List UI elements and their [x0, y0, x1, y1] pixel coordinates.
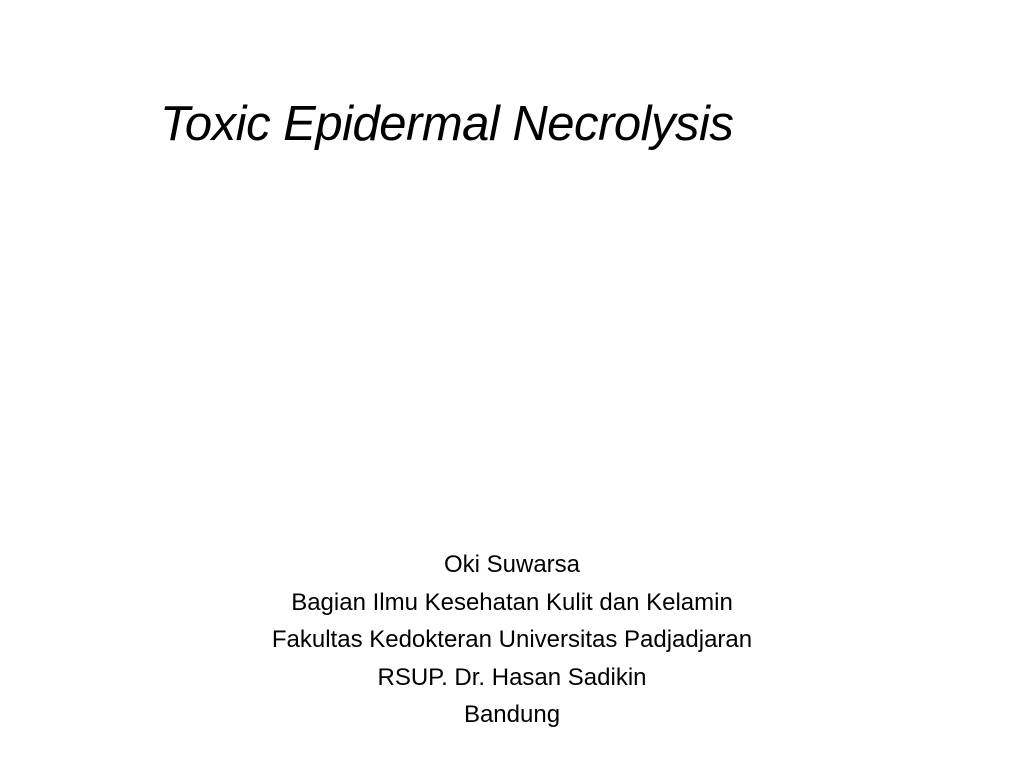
- city-name: Bandung: [463, 701, 561, 728]
- slide-title: Toxic Epidermal Necrolysis: [160, 97, 734, 151]
- author-name: Oki Suwarsa: [443, 551, 581, 578]
- author-info-block: [112, 546, 912, 734]
- faculty-name: Fakultas Kedokteran Universitas Padjadjaran: [271, 626, 753, 653]
- hospital-name: RSUP. Dr. Hasan Sadikin: [377, 663, 647, 691]
- department-name: Bagian Ilmu Kesehatan Kulit dan Kelamin: [291, 588, 733, 616]
